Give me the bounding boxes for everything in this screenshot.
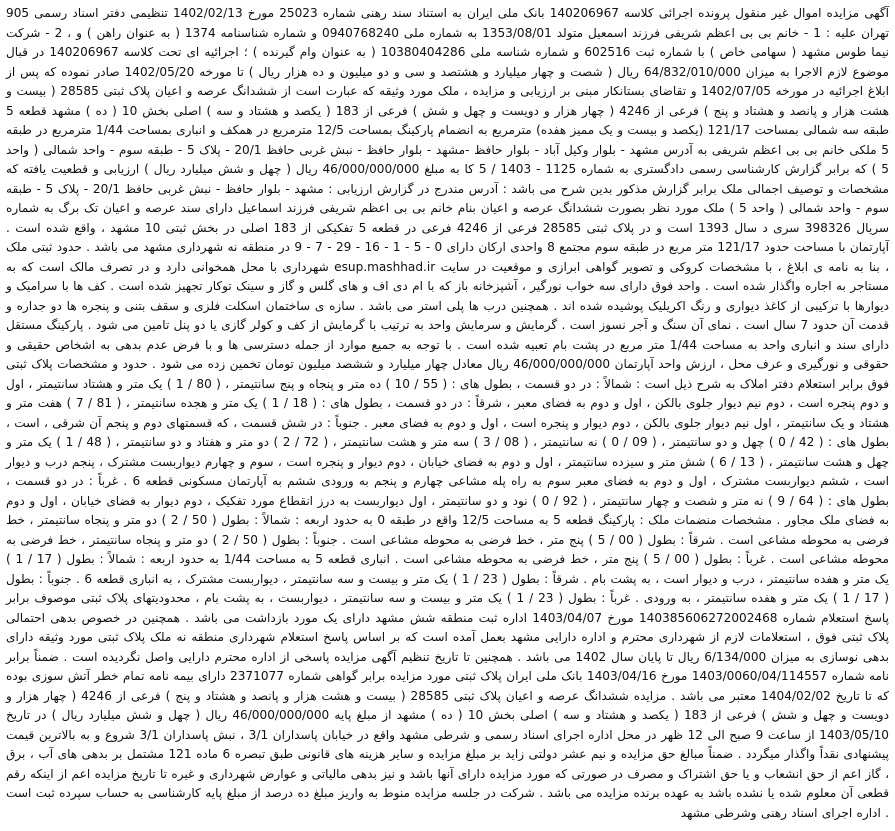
notice-body-text: آگهی مزایده اموال غیر منقول پرونده اجرائی کلاسه 140206967 بانک ملی ایران به استناد سند رهنی شماره 25023 مورخ 1402/02/13 تنظیمی دفتر اسناد رسمی 905 تهران علیه : 1 - خانم بی بی اعظم شریفی فرزند اسمعیل متولد 1353/08/01 به شماره ملی 0940768240 و شماره شناسنامه 1374 ( به عنوان راهن ) و ، 2 - شرکت نیما طوس مشهد ( سهامی خاص ) با شماره ثبت 602516 و شماره شناسه ملی 10380404286 ( به عنوان وام گیرنده ) ؛ اجرائیه ای تحت کلاسه 140206967 در قبال موضوع لازم الاجرا به میزان 64/832/010/000 ریال ( شصت و چهار میلیارد و هشتصد و سی و دو میلیون و ده هزار ریال ) تا مورخه 1402/05/20 صادر نموده که پس از ابلاغ اجرائیه در مورخه 1402/07/05 و تقاضای بستانکار مبنی بر ارزیابی و مزایده ، ملک مورد وثیقه که عبارت است از ششدانگ عرصه و اعیان پلاک ثبتی 28585 ( بیست و هشت هزار و پانصد و هشتاد و پنج ) فرعی از 4246 ( چهار هزار و دویست و چهل و شش ) فرعی از 183 ( یکصد و هشتاد و سه ) اصلی بخش 10 ( ده ) مشهد قطعه 5 طبقه سه شمالی بمساحت 121/17 (یکصد و بیست و یک ممیز هفده) مترمربع به انضمام پارکینگ بمساحت 12/5 مترمربع در همکف و انباری بمساحت 1/44 مترمربع در طبقه 5 ملکی خانم بی بی اعظم شریفی به آدرس مشهد - بلوار وکیل آباد - بلوار حافظ -مشهد - بلوار حافظ - نبش غربی حافظ 20/1 - پلاک 5 - طبقه سوم - واحد شمالی ( واحد 5 ) که برابر گزارش کارشناسی رسمی دادگستری به شماره 1125 - 1403 / 5 کا به مبلغ 46/000/000/000 ریال ( چهل و شش میلیارد ریال ) ارزیابی و قطعیت یافته که مشخصات و توصیف اجمالی ملک برابر گزارش مذکور بدین شرح می باشد : آدرس مندرج در گزارش ارزیابی : مشهد - بلوار حافظ - نبش غربی حافظ 20/1 - پلاک 5 - طبقه سوم - واحد شمالی ( واحد 5 ) ملک مورد نظر بصورت ششدانگ عرصه و اعیان بنام خانم بی بی اعظم شریفی فرزند اسماعیل دارای سند عرصه و اعیان تک برگ به شماره سریال 398326 سری د سال 1393 است و در پلاک ثبتی 28585 فرعی از 4246 فرعی در قطعه 5 تفکیکی از 183 اصلی در بخش ثبتی 10 مشهد ، واقع شده است . آپارتمان با مساحت حدود 121/17 متر مربع در طبقه سوم مجتمع 8 واحدی ارکان دارای 0 - 5 - 1 - 16 - 29 - 7 - 9 در منطقه نه شهرداری مشهد می باشد . حدود ثبتی ملک ، بنا به نامه ی ابلاغ ، با مشخصات کروکی و تصویر گواهی ابرازی و موقعیت در سایت esup.mashhad.ir شهرداری با محل همخوانی دارد و در تصرف مالک است که به مستاجر به اجاره واگذار شده است . واحد فوق دارای سه خواب نورگیر ، آشپزخانه باز که با ام دی اف و های گلس و گاز و سینک توکار تجهیز شده است . کف ها با سرامیک و دیوارها با ترکیبی از کاغذ دیواری و رنگ اکریلیک پوشیده شده اند . همچنین درب ها پلی استر می باشد . سازه ی ساختمان اسکلت فلزی و سقف بتنی و پنجره ها دو جداره و قدمت آن حدود 7 سال است . نمای آن سنگ و آجر نسوز است . گرمایش و سرمایش واحد به ترتیب با گرمایش از کف و کولر گازی یا دو پنل تامین می شود . پارکینگ مستقل دارای سند و انباری واحد به مساحت 1/44 متر مربع در پشت بام تعبیه شده است . با توجه به جمیع موارد از جمله دسترسی ها و با فرض عدم بدهی به اشخاص حقیقی و حقوقی و نورگیری و عرف محل ، ارزش واحد آپارتمان 46/000/000/000 ریال معادل چهار میلیارد و ششصد میلیون تومان تخمین زده می شود . حدود و مشخصات پلاک ثبتی فوق برابر استعلام دفتر املاک به شرح ذیل است : شمالاً : در دو قسمت ، بطول های : ( 55 / 10 ) ده متر و پنجاه و پنج سانتیمتر ، ( 80 / 1 ) یک متر و هشتاد سانتیمتر ، اول و دوم پنجره است ، دوم نیم دیوار جلوی بالکن ، اول و دوم به فضای معبر ، شرقاً : در دو قسمت ، بطول های : ( 18 / 1 ) یک متر و هجده سانتیمتر ، ( 81 / 7 ) هفت متر و هشتاد و یک سانتیمتر ، اول نیم دیوار جلوی بالکن ، دوم دیوار و پنجره است ، اول و دوم به فضای معبر . جنوباً : در شش قسمت ، که قسمتهای دوم و پنجم آن شرقی ، است ، بطول های : ( 42 / 0 ) چهل و دو سانتیمتر ، ( 09 / 0 ) نه سانتیمتر ، ( 08 / 3 ) سه متر و هشت سانتیمتر ، ( 72 / 2 ) دو متر و هفتاد و دو سانتیمتر ، ( 48 / 1 ) یک متر و چهل و هشت سانتیمتر ، ( 13 / 6 ) شش متر و سیزده سانتیمتر ، اول و دوم به فضای خیابان ، دوم دیوار و پنجره است ، سوم و چهارم دیواربست مشترک ، پنجم درب و دیوار است ، ششم دیواربست مشترک ، اول و دوم به فضای معبر سوم به راه پله مشاعی چهارم و پنجم به ورودی ششم به آپارتمان مسکونی قطعه 6 . غرباً : در دو قسمت ، بطول های : ( 64 / 9 ) نه متر و شصت و چهار سانتیمتر ، ( 92 / 0 ) نود و دو سانتیمتر ، اول دیواربست به درز انقطاع مورد تفکیک ، دوم دیوار به فضای خیابان ، اول و دوم به فضای ملک مجاور . مشخصات منضمات ملک : پارکینگ قطعه 5 به مساحت 12/5 واقع در طبقه 0 به حدود اربعه : شمالاً : بطول ( 50 / 2 ) دو متر و پنجاه سانتیمتر ، خط فرضی به محوطه مشاعی است . شرقاً : بطول ( 00 / 5 ) پنج متر ، خط فرضی به محوطه مشاعی است . جنوباً : بطول ( 50 / 2 ) دو متر و پنجاه سانتیمتر ، خط فرضی به محوطه مشاعی است . غرباً : بطول ( 00 / 5 ) پنج متر ، خط فرضی به محوطه مشاعی است . انباری قطعه 5 به مساحت 1/44 به حدود اربعه : شمالاً : بطول ( 17 / 1 ) یک متر و هفده سانتیمتر ، درب و دیوار است ، به پشت بام . شرقاً : بطول ( 23 / 1 ) یک متر و بیست و سه سانتیمتر ، دیواربست مشترک ، به انباری قطعه 6 . جنوباً : بطول ( 17 / 1 ) یک متر و هفده سانتیمتر ، به ورودی . غرباً : بطول ( 23 / 1 ) یک متر و بیست و سه سانتیمتر ، دیواربست ، به پشت بام ، محدودیتهای پلاک ثبتی موصوف برابر پاسخ استعلام شماره 140385606272002468 مورخ 1403/04/07 اداره ثبت منطقه شش مشهد دارای یک مورد بازداشت می باشد . همچنین در خصوص بدهی احتمالی پلاک ثبتی فوق ، استعلامات لازم از شهرداری محترم و اداره دارایی مشهد بعمل آمده است که بر اساس پاسخ استعلام شهرداری منطقه نه ملک پلاک ثبتی مورد وثیقه دارای بدهی نوسازی به میزان 6/134/000 ریال تا پایان سال 1402 می باشد . همچنین تا تاریخ تنظیم آگهی مزایده پاسخی از اداره محترم دارایی واصل نگردیده است . ضمناً برابر نامه شماره 1403/0060/04/114557 مورخ 1403/04/16 بانک ملی ایران پلاک ثبتی مورد مزایده برابر گواهی شماره 2371077 دارای بیمه نامه تمام خطر آتش سوزی بوده که تا تاریخ 1404/02/02 معتبر می باشد . مزایده ششدانگ عرصه و اعیان پلاک ثبتی 28585 ( بیست و هشت هزار و پانصد و هشتاد و پنج ) فرعی از 4246 ( چهار هزار و دویست و چهل و شش ) فرعی از 183 ( یکصد و هشتاد و سه ) اصلی بخش 10 ( ده ) مشهد از مبلغ پایه 46/000/000/000 ریال ( چهل و شش میلیارد ریال ) در تاریخ 1403/05/10 از ساعت 9 صبح الی 12 ظهر در محل اداره اجرای اسناد رسمی و شرطی مشهد واقع در خیابان پاسداران 3/1 ، نبش پاسداران 3/1 شروع و به بالاترین قیمت پیشنهادی نقداً واگذار میگردد . ضمناً مبالغ حق مزایده و نیم عشر دولتی زاید بر مبلغ مزایده و سایر هزینه های قانونی طبق تبصره 6 ماده 121 مشتمل بر بدهی های آب ، برق ، گاز اعم از حق انشعاب و یا حق اشتراک و مصرف در صورتی که مورد مزایده دارای آنها باشد و نیز بدهی مالیاتی و عوارض شهرداری و غیره تا تاریخ مزایده اعم از اینکه رقم قطعی آن معلوم شده یا نشده باشد به عهده برنده مزایده می باشد . شرکت در جلسه مزایده منوط به واریز مبلغ ده درصد از مبلغ پایه کارشناسی به حساب سپرده ثبت است . اداره اجرای اسناد رهنی وشرطی مشهد <box>6 6 890 820</box>
